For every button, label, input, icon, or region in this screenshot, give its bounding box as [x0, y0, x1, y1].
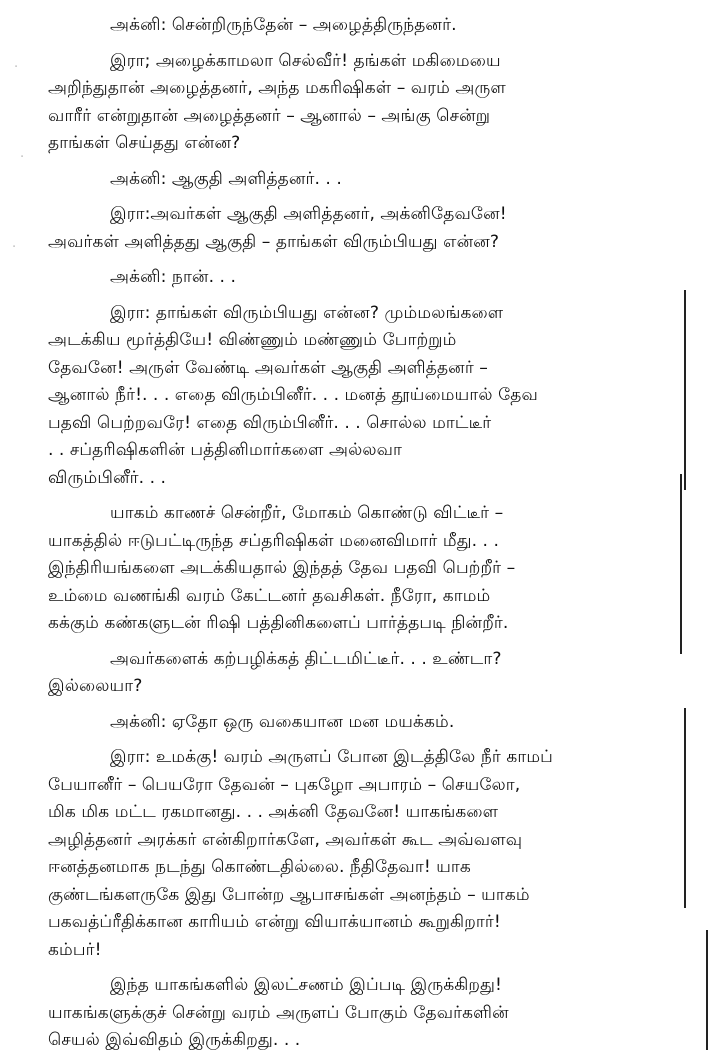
text-line: விரும்பினீர். . . [48, 467, 166, 488]
text-line: ஆனால் நீர்!. . . எதை விரும்பினீர். . . மனத் தூய்மையால் தேவ [48, 385, 538, 405]
paragraph-1 [48, 12, 675, 40]
text-line: அக்னி: சென்றிருந்தேன் – அழைத்திருந்தனர். [110, 15, 457, 35]
text-line: யாகத்தில் ஈடுபட்டிருந்த சப்தரிஷிகள் மனைவிமார் மீது. . . [48, 530, 499, 551]
margin-bracket [684, 708, 686, 908]
text-line: இரா: உமக்கு! வரம் அருளப் போன இடத்திலே நீர் காமப் [110, 747, 553, 767]
text-line: அக்னி: ஆகுதி அளித்தனர். . . [110, 168, 342, 189]
text-line: அவர்கள் அளித்தது ஆகுதி – தாங்கள் விரும்பியது என்ன? [48, 231, 500, 252]
text-line: கக்கும் கண்களுடன் ரிஷி பத்தினிகளைப் பார்த்தபடி நின்றீர். [48, 613, 509, 633]
paragraph-2 [48, 48, 675, 158]
text-line: மிக மிக மட்ட ரகமானது. . . அக்னி தேவனே! யாகங்களை [48, 802, 499, 822]
paragraph-4 [48, 201, 675, 256]
speck: · [14, 60, 19, 75]
text-line: . . சப்தரிஷிகளின் பத்தினிமார்களை அல்லவா [48, 440, 403, 460]
paragraph-10 [48, 744, 675, 964]
text-line: அழித்தனர் அரக்கர் என்கிறார்களே, அவர்கள் கூட அவ்வளவு [48, 829, 523, 850]
margin-bracket [680, 474, 682, 654]
text-line: பகவத்ப்ரீதிக்கான காரியம் என்று வியாக்யானம் கூறுகிறார்! [48, 912, 501, 932]
text-line: பேயானீர் – பெயரோ தேவன் – புகழோ அபாரம் – செயலோ, [48, 774, 521, 795]
text-line: குண்டங்களருகே இது போன்ற ஆபாசங்கள் அனந்தம் – யாகம் [48, 884, 530, 905]
text-line: அடக்கிய மூர்த்தியே! விண்ணும் மண்ணும் போற்றும் [48, 330, 457, 350]
paragraph-6 [48, 300, 675, 493]
text-line: இந்திரியங்களை அடக்கியதால் இந்தத் தேவ பதவி பெற்றீர் – [48, 558, 516, 578]
paragraph-3 [48, 166, 675, 194]
text-line: இரா:அவர்கள் ஆகுதி அளித்தனர், அக்னிதேவனே! [110, 204, 507, 224]
speck: · [12, 240, 17, 255]
text-line: இரா: தாங்கள் விரும்பியது என்ன? மும்மலங்களை [110, 302, 504, 323]
paragraph-8 [48, 646, 675, 701]
paragraph-5 [48, 264, 675, 292]
text-line: செயல் இவ்விதம் இருக்கிறது. . . [48, 1030, 301, 1050]
text-line: பதவி பெற்றவரே! எதை விரும்பினீர். . . சொல்ல மாட்டீர் [48, 412, 492, 433]
text-line: யாகங்களுக்குச் சென்று வரம் அருளப் போகும் தேவர்களின் [48, 1002, 509, 1023]
text-line: இந்த யாகங்களில் இலட்சணம் இப்படி இருக்கிறது! [110, 975, 502, 995]
text-line: கம்பர்! [48, 939, 102, 960]
margin-bracket [684, 290, 686, 490]
text-line: அறிந்துதான் அழைத்தனர், அந்த மகரிஷிகள் – வரம் அருள [48, 78, 506, 98]
text-line: தாங்கள் செய்தது என்ன? [48, 133, 241, 153]
text-line: வாரீர் என்றுதான் அழைத்தனர் – ஆனால் – அங்கு சென்று [48, 105, 491, 126]
speck: · [20, 150, 25, 165]
paragraph-7 [48, 500, 675, 638]
text-line: இரா; அழைக்காமலா செல்வீர்! தங்கள் மகிமையை [110, 50, 501, 71]
scan-specks [10, 0, 40, 300]
text-line: அக்னி: ஏதோ ஒரு வகையான மன மயக்கம். [110, 711, 455, 732]
paragraph-9 [48, 709, 675, 737]
text-line: ஈனத்தனமாக நடந்து கொண்டதில்லை. நீதிதேவா! யாக [48, 857, 471, 877]
text-line: உம்மை வணங்கி வரம் கேட்டனர் தவசிகள். நீரோ, காமம் [48, 585, 491, 606]
margin-bracket [706, 930, 708, 1050]
text-line: அக்னி: நான். . . [110, 267, 236, 287]
text-line: அவர்களைக் கற்பழிக்கத் திட்டமிட்டீர். . . உண்டா? [110, 648, 502, 669]
text-line: யாகம் காணச் சென்றீர், மோகம் கொண்டு விட்டீர் – [110, 503, 504, 523]
text-line: தேவனே! அருள் வேண்டி அவர்கள் ஆகுதி அளித்தனர் – [48, 357, 488, 378]
text-line: இல்லையா? [48, 676, 143, 696]
paragraph-11 [48, 972, 675, 1055]
